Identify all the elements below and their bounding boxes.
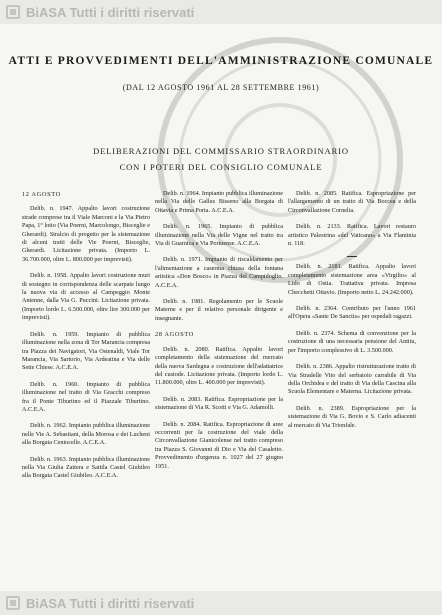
deliberation-entry: Delib. n. 1947. Appalto lavori costruzione strade comprese tra il Viale Marconi e la Via Pietro Papa, 1° lotto (Via Poerni, Marcolongo, Bisceglie e Gherardi). Stralcio di progetto per la sistemazione di alcuni tratti delle Vie Poerni, Bisceglie, Gherardi. Licitazione privata. (Importo L. 36.700.000, oltre L. 800.000 per imprevisti). xyxy=(22,205,150,263)
biasa-logo-icon xyxy=(6,5,20,19)
deliberation-entry: Delib. n. 1962. Impianto pubblica illuminazione nelle Vie A. Sebastiani, della Morosa e dei Lucheni alla Borgata Centocelle. A.C.E.A. xyxy=(22,422,150,447)
banner-text-bottom: BiASA Tutti i diritti riservati xyxy=(26,595,195,611)
deliberation-entry: Delib. n. 1958. Appalto lavori costruzione muri di sostegno in corrispondenza delle scarpate lungo la nuova via di accesso al Campeggio Monte Antenne, dalla Via G. Puccini. Licitazione privata. (Importo lordo L. 6.500.000, oltre lire 300.000 per imprevisti). xyxy=(22,272,150,322)
date-heading: 12 AGOSTO xyxy=(22,191,61,198)
column-divider xyxy=(347,256,357,257)
deliberation-entry: Delib. n. 2181. Ratifica. Appalto lavori completamento sistemazione area «Virgilio» al Lido di Ostia. Trattativa privata. Impresa Checchetti Ottavio. (Importo netto L. 24.242.000). xyxy=(288,263,416,296)
deliberation-entry: Delib. n. 2080. Ratifica. Appalto lavori completamento della sistemazione del mercato della nuova Sardegna e costruzione dell'adattatrice del custode. Licitazione privata. (Importo lordo L. 11.800.000, oltre L. 400.000 per imprevisti). xyxy=(155,345,283,387)
deliberation-entry: Delib. n. 2085. Ratifica. Espropriazione per l'allargamento di un tratto di Via Boccea e della Circonvallazione Cornelia. xyxy=(288,190,416,214)
deliberation-entry: Delib. n. 1971. Impianto di riscaldamento per l'alimentazione a caserma chiusa della fontana artistica «Don Bosco» in Piazza del Campidoglio. A.C.E.A. xyxy=(155,256,283,289)
deliberation-entry: Delib. n. 1960. Impianto di pubblica illuminazione nel tratto di Via Gracchi compreso fra il Ponte Tiburtino ed il Piazzale Tiburtino. A.C.E.A. xyxy=(22,380,150,413)
text-column-3 xyxy=(288,190,416,438)
biasa-logo-icon xyxy=(6,596,20,610)
copyright-banner-top xyxy=(0,0,442,24)
deliberation-entry: Delib. n. 1965. Impianto di pubblica illuminazione nella Via delle Vigne nel tratto tra Via di Guarnica e Via Portuense. A.C.E.A. xyxy=(155,223,283,248)
deliberation-entry: Delib. n. 2084. Ratifica. Espropriazione di aree occorrenti per la costruzione del viale della Circonvallazione Gianicolense nel tratto compreso tra Piazza S. Giovanni di Dio e Via del Casaletto. Provvedimento d'urgenza n. 1027 del 27 giugno 1951. xyxy=(155,420,283,470)
deliberation-entry: Delib. n. 2364. Contributo per l'anno 1961 all'Opera «Sante De Sanctis» per ospedali ragazzi. xyxy=(288,305,416,321)
deliberation-entry: Delib. n. 2386. Appalto ristrutturazione tratto di Via Stradelle Vito del serbatoio carrabile di Via della Orchidea e del tratto di Via della Cascina alla Scuola Elementare e Materna. Licitazione privata. xyxy=(288,363,416,396)
deliberation-entry: Delib. n. 2374. Schema di convenzione per la costruzione di una necessaria pensione del Antitu, per l'importo complessivo di L. 3.500.000. xyxy=(288,329,416,354)
deliberation-entry: Delib. n. 2389. Espropriazione per la sistemazione di Via G. Bovio e S. Carlo adiacenti al mercato di Via Trionfale. xyxy=(288,404,416,429)
deliberation-entry: Delib. n. 2133. Ratifica. Lavori restauro artistico Palestrina «del Vaticano» a Via Flaminia n. 118. xyxy=(288,223,416,248)
date-heading: 28 AGOSTO xyxy=(155,331,194,339)
deliberation-entry: Delib. n. 1964. Impianto pubblica illuminazione nella Via delle Gallus Bisseno alla Borgata di Ottavia e Prima Porta. A.C.E.A. xyxy=(155,190,283,214)
document-title: ATTI E PROVVEDIMENTI DELL'AMMINISTRAZIONE COMUNALE xyxy=(8,55,434,67)
deliberation-entry: Delib. n. 1963. Impianto pubblica illuminazione nella Via Giulia Zattera e Sattila Castel Giubileo alla Borgata Castel Giubileo. A.C.E.A. xyxy=(22,455,150,480)
section-title-poteri: CON I POTERI DEL CONSIGLIO COMUNALE xyxy=(119,162,323,172)
text-column-1 xyxy=(22,190,150,489)
deliberation-entry: Delib. n. 1981. Regolamento per le Scuole Materne e per il relativo personale dirigente e insegnante. xyxy=(155,298,283,322)
text-column-2 xyxy=(155,190,283,479)
copyright-banner-bottom xyxy=(0,591,442,615)
deliberation-entry: Delib. n. 2083. Ratifica. Espropriazione per la sistemazione di Via R. Scotti e Via G. Adamolli. xyxy=(155,395,283,412)
document-subtitle: (DAL 12 AGOSTO 1961 AL 28 SETTEMBRE 1961) xyxy=(122,83,320,92)
deliberation-entry: Delib. n. 1959. Impianto di pubblica illuminazione nella zona di Tor Marancia compresa tra Piazza dei Navigatori, Via Ostenaldi, Viale Tor Marancia, Via Sartorio, Via Ardeatina e Via delle Sette Chiese. A.C.E.A. xyxy=(22,330,150,372)
banner-text-top: BiASA Tutti i diritti riservati xyxy=(26,4,195,20)
section-title-deliberazioni: DELIBERAZIONI DEL COMMISSARIO STRAORDINARIO xyxy=(93,146,349,156)
